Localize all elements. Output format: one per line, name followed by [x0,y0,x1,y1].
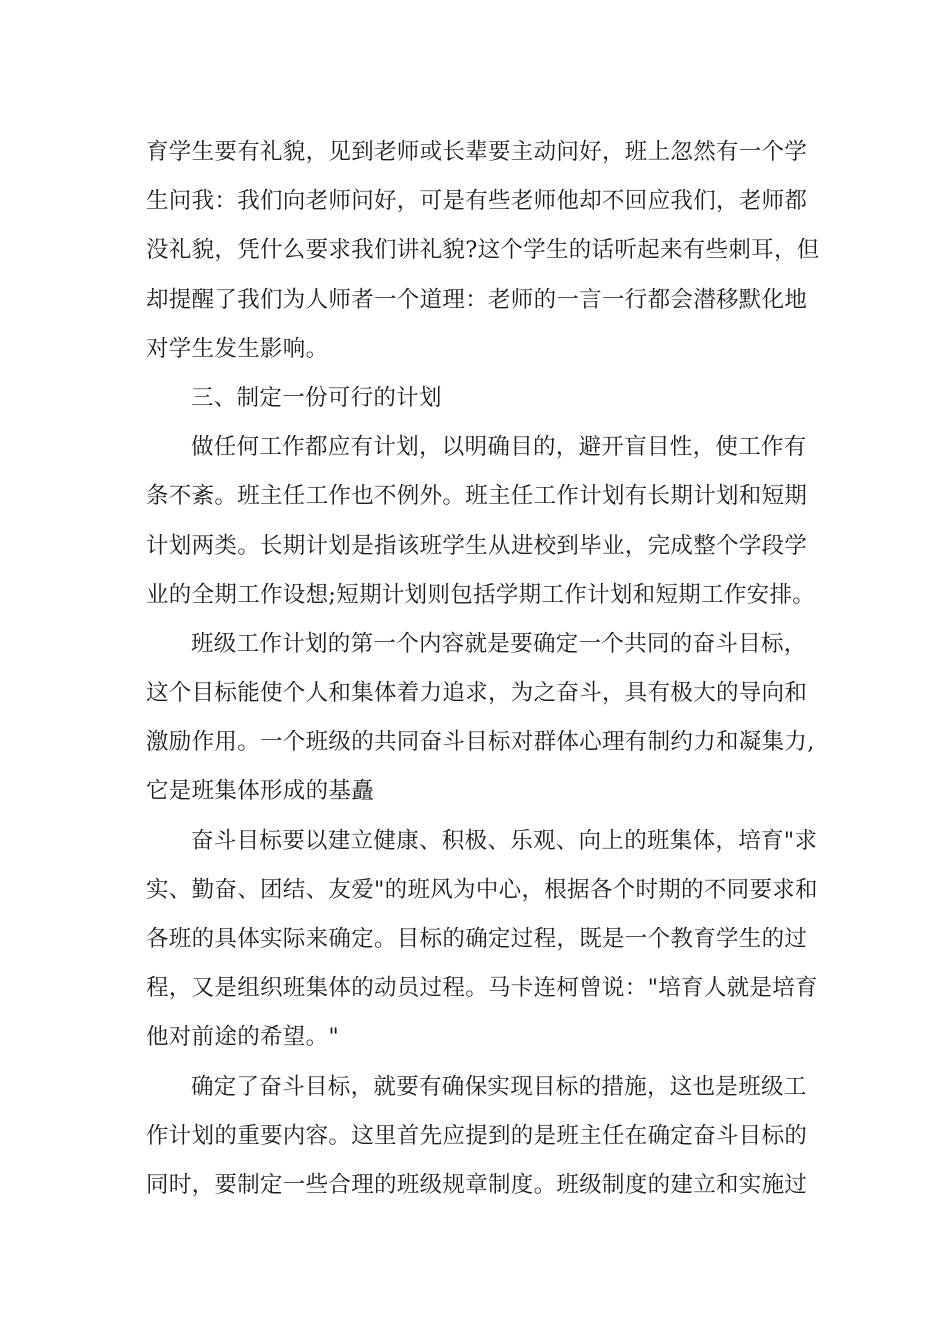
document-body [146,128,820,1210]
paragraph-2-line-1: 做任何工作都应有计划，以明确目的，避开盲目性，使工作有 [191,434,807,461]
paragraph-4-line-1: 奋斗目标要以建立健康、积极、乐观、向上的班集体，培育"求 [191,827,818,854]
paragraph-4-line-5: 他对前途的希望。" [146,1024,340,1051]
section-heading: 三、制定一份可行的计划 [191,384,442,411]
paragraph-3-line-3: 激励作用。一个班级的共同奋斗目标对群体心理有制约力和凝集力, [146,729,815,756]
paragraph-1-line-5: 对学生发生影响。 [146,335,329,362]
paragraph-2-line-3: 计划两类。长期计划是指该班学生从进校到毕业，完成整个学段学 [146,532,808,559]
paragraph-1-line-1: 育学生要有礼貌，见到老师或长辈要主动问好，班上忽然有一个学 [146,139,808,165]
paragraph-2-line-4: 业的全期工作设想;短期计划则包括学期工作计划和短期工作安排。 [146,581,816,608]
paragraph-5-line-2: 作计划的重要内容。这里首先应提到的是班主任在确定奋斗目标的 [146,1122,808,1149]
paragraph-3-line-4: 它是班集体形成的基矗 [146,778,375,805]
paragraph-4-line-3: 各班的具体实际来确定。目标的确定过程，既是一个教育学生的过 [146,926,808,952]
paragraph-1-line-3: 没礼貌，凭什么要求我们讲礼貌?这个学生的话听起来有些刺耳，但 [146,237,820,264]
paragraph-5-line-3: 同时，要制定一些合理的班级规章制度。班级制度的建立和实施过 [146,1171,808,1198]
paragraph-1-line-2: 生问我：我们向老师问好，可是有些老师他却不回应我们，老师都 [146,188,808,215]
paragraph-1-line-4: 却提醒了我们为人师者一个道理：老师的一言一行都会潜移默化地 [146,286,808,313]
paragraph-3-line-2: 这个目标能使个人和集体着力追求，为之奋斗，具有极大的导向和 [146,680,808,707]
paragraph-2-line-2: 条不紊。班主任工作也不例外。班主任工作计划有长期计划和短期 [146,483,808,510]
paragraph-3-line-1: 班级工作计划的第一个内容就是要确定一个共同的奋斗目标， [191,630,807,657]
paragraph-4-line-2: 实、勤奋、团结、友爱"的班风为中心，根据各个时期的不同要求和 [146,876,818,903]
paragraph-5-line-1: 确定了奋斗目标，就要有确保实现目标的措施，这也是班级工 [191,1073,807,1100]
paragraph-4-line-4: 程，又是组织班集体的动员过程。马卡连柯曾说："培育人就是培育 [146,975,818,1002]
